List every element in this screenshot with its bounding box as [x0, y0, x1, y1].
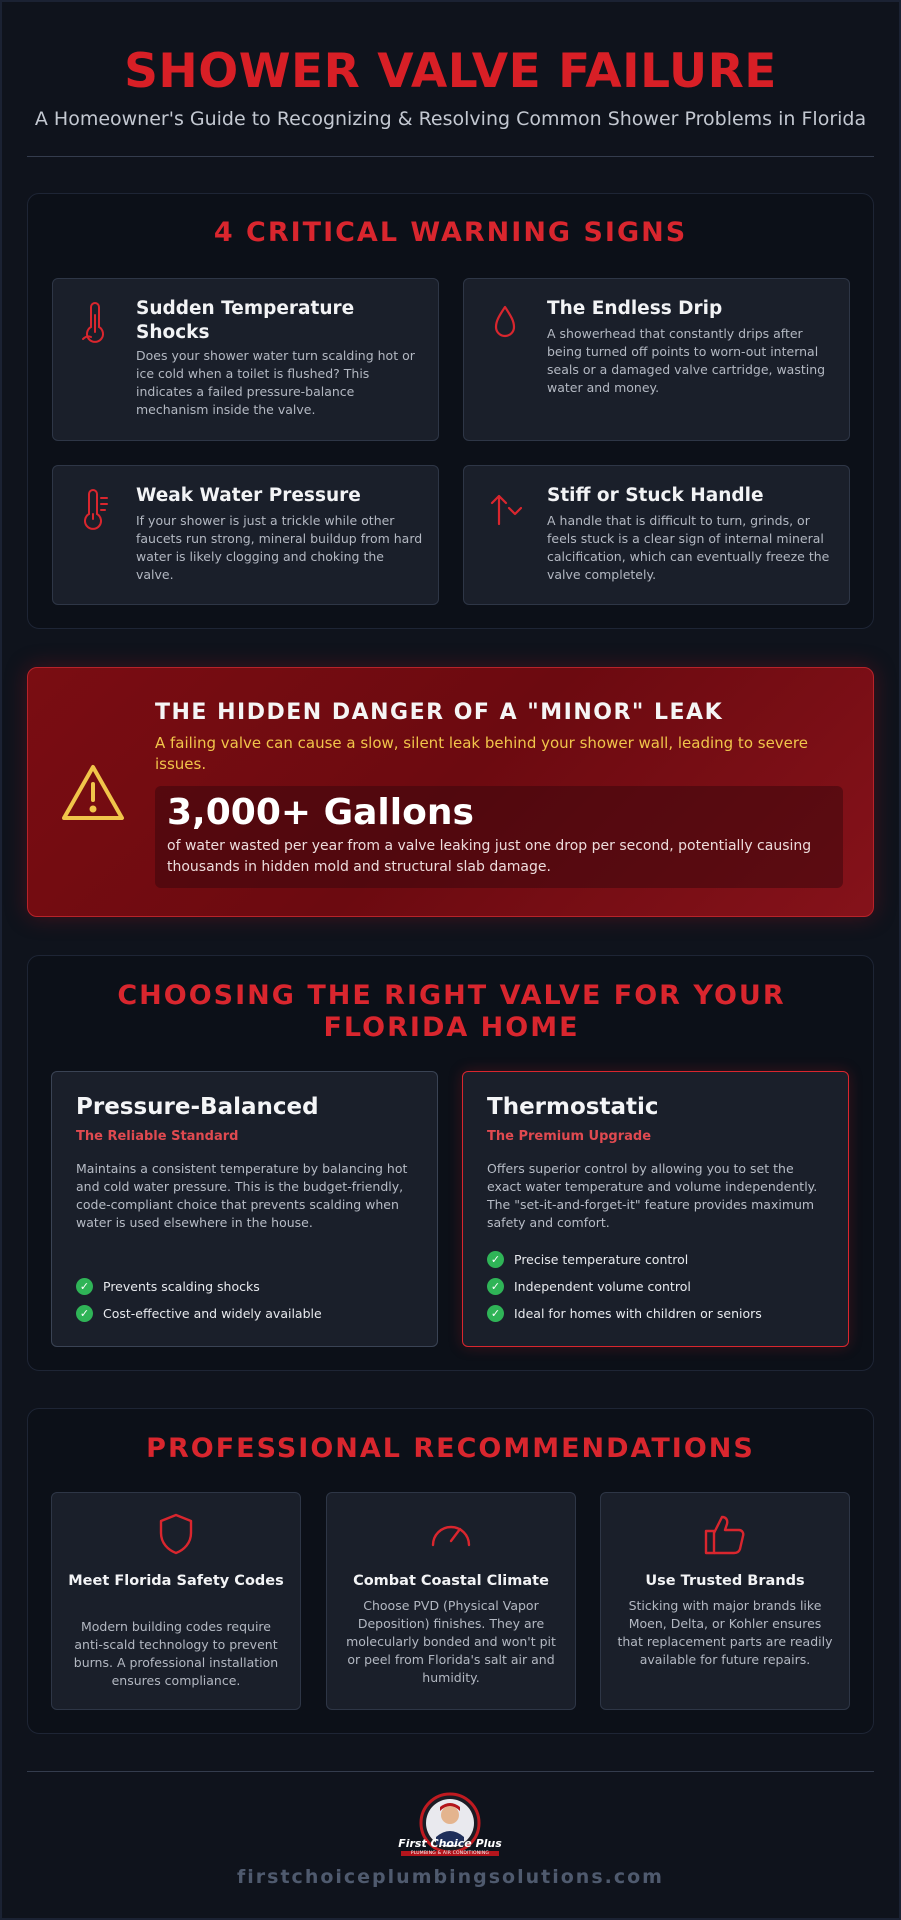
feature-item [487, 1304, 762, 1322]
page-subtitle: A Homeowner's Guide to Recognizing & Resolving Common Shower Problems in Florida [34, 108, 867, 130]
feature-label: Precise temperature control [514, 1251, 689, 1267]
recommendation-card [326, 1492, 576, 1710]
page-title: SHOWER VALVE FAILURE [124, 44, 777, 99]
valve-option-card [51, 1071, 438, 1347]
warning-card-text: Does your shower water turn scalding hot or ice cold when a toilet is flushed? This indicates a failed pressure-balance mechanism inside the valve. [136, 348, 415, 417]
valve-option-name: Pressure-Balanced [76, 1094, 319, 1120]
arrows-up-down-icon [488, 488, 522, 532]
recommendations-title: PROFESSIONAL RECOMMENDATIONS [146, 1433, 755, 1464]
shield-icon [156, 1511, 196, 1557]
thermometer-low-icon [77, 488, 111, 532]
divider [27, 156, 874, 157]
feature-label: Ideal for homes with children or seniors [514, 1305, 762, 1321]
check-icon: ✓ [76, 1305, 93, 1322]
warning-signs-section [27, 193, 874, 629]
warning-card-title: Weak Water Pressure [136, 485, 361, 506]
thumbs-up-icon [702, 1511, 748, 1557]
warning-card [52, 465, 439, 605]
warning-triangle-icon [60, 762, 126, 824]
warning-card-text: A showerhead that constantly drips after being turned off points to worn-out internal seals or a damaged valve cartridge, wasting water and money. [547, 326, 826, 395]
hidden-danger-panel [27, 667, 874, 917]
recommendation-title: Meet Florida Safety Codes [68, 1573, 284, 1589]
valve-option-description: Offers superior control by allowing you to set the exact water temperature and volume independently. The "set-it-and-forget-it" feature provides maximum safety and comfort. [487, 1161, 818, 1230]
feature-label: Prevents scalding shocks [103, 1278, 260, 1294]
warning-card [463, 278, 850, 441]
warning-card-title: The Endless Drip [547, 298, 723, 319]
valve-option-tag: The Reliable Standard [76, 1129, 239, 1144]
warning-card-title: Sudden Temperature Shocks [136, 298, 355, 343]
divider [27, 1771, 874, 1772]
check-icon: ✓ [487, 1278, 504, 1295]
recommendation-card [600, 1492, 850, 1710]
feature-item [487, 1250, 688, 1268]
recommendation-text: Modern building codes require anti-scald technology to prevent burns. A professional installation ensures compliance. [73, 1619, 279, 1688]
warning-signs-title: 4 CRITICAL WARNING SIGNS [213, 217, 688, 248]
check-icon: ✓ [76, 1278, 93, 1295]
check-icon: ✓ [487, 1305, 504, 1322]
warning-card-text: A handle that is difficult to turn, grinds, or feels stuck is a clear sign of internal mineral calcification, which can eventually freeze the valve completely. [547, 513, 830, 582]
stat-description: of water wasted per year from a valve leaking just one drop per second, potentially causing thousands in hidden mold and structural slab damage. [167, 838, 812, 875]
recommendation-title: Combat Coastal Climate [353, 1573, 549, 1589]
gauge-icon [427, 1511, 475, 1557]
warning-card-text: If your shower is just a trickle while other faucets run strong, mineral buildup from hard water is likely clogging and choking the valve. [136, 513, 423, 582]
check-icon: ✓ [487, 1251, 504, 1268]
stat-value: 3,000+ Gallons [167, 792, 474, 833]
warning-card [463, 465, 850, 605]
feature-label: Cost-effective and widely available [103, 1305, 322, 1321]
valve-option-card-premium [462, 1071, 849, 1347]
valve-option-tag: The Premium Upgrade [487, 1129, 652, 1144]
feature-item [76, 1277, 260, 1295]
feature-label: Independent volume control [514, 1278, 691, 1294]
stat-box [155, 786, 843, 888]
feature-item [487, 1277, 691, 1295]
valve-option-description: Maintains a consistent temperature by balancing hot and cold water pressure. This is the budget-friendly, code-compliant choice that prevents scalding when water is used elsewhere in the house. [76, 1161, 408, 1230]
valve-option-name: Thermostatic [487, 1094, 659, 1120]
logo-tagline: PLUMBING & AIR CONDITIONING [401, 1851, 499, 1856]
thermometer-temperature-icon [77, 301, 111, 345]
feature-item [76, 1304, 322, 1322]
recommendation-text: Sticking with major brands like Moen, Delta, or Kohler ensures that replacement parts are readily available for future repairs. [617, 1598, 833, 1667]
logo-name: First Choice Plus [398, 1837, 502, 1850]
recommendation-text: Choose PVD (Physical Vapor Deposition) finishes. They are molecularly bonded and won't pit or peel from Florida's salt air and humidity. [346, 1598, 556, 1685]
recommendation-title: Use Trusted Brands [645, 1573, 805, 1589]
warning-card [52, 278, 439, 441]
danger-title: THE HIDDEN DANGER OF A "MINOR" LEAK [155, 700, 724, 725]
website-link[interactable]: firstchoiceplumbingsolutions.com [237, 1866, 664, 1888]
danger-lead: A failing valve can cause a slow, silent leak behind your shower wall, leading to severe issues. [155, 734, 808, 773]
recommendation-card [51, 1492, 301, 1710]
water-drop-icon [488, 301, 522, 345]
warning-card-title: Stiff or Stuck Handle [547, 485, 764, 506]
valve-choice-title: CHOOSING THE RIGHT VALVE FOR YOUR FLORIDA HOME [117, 980, 786, 1043]
